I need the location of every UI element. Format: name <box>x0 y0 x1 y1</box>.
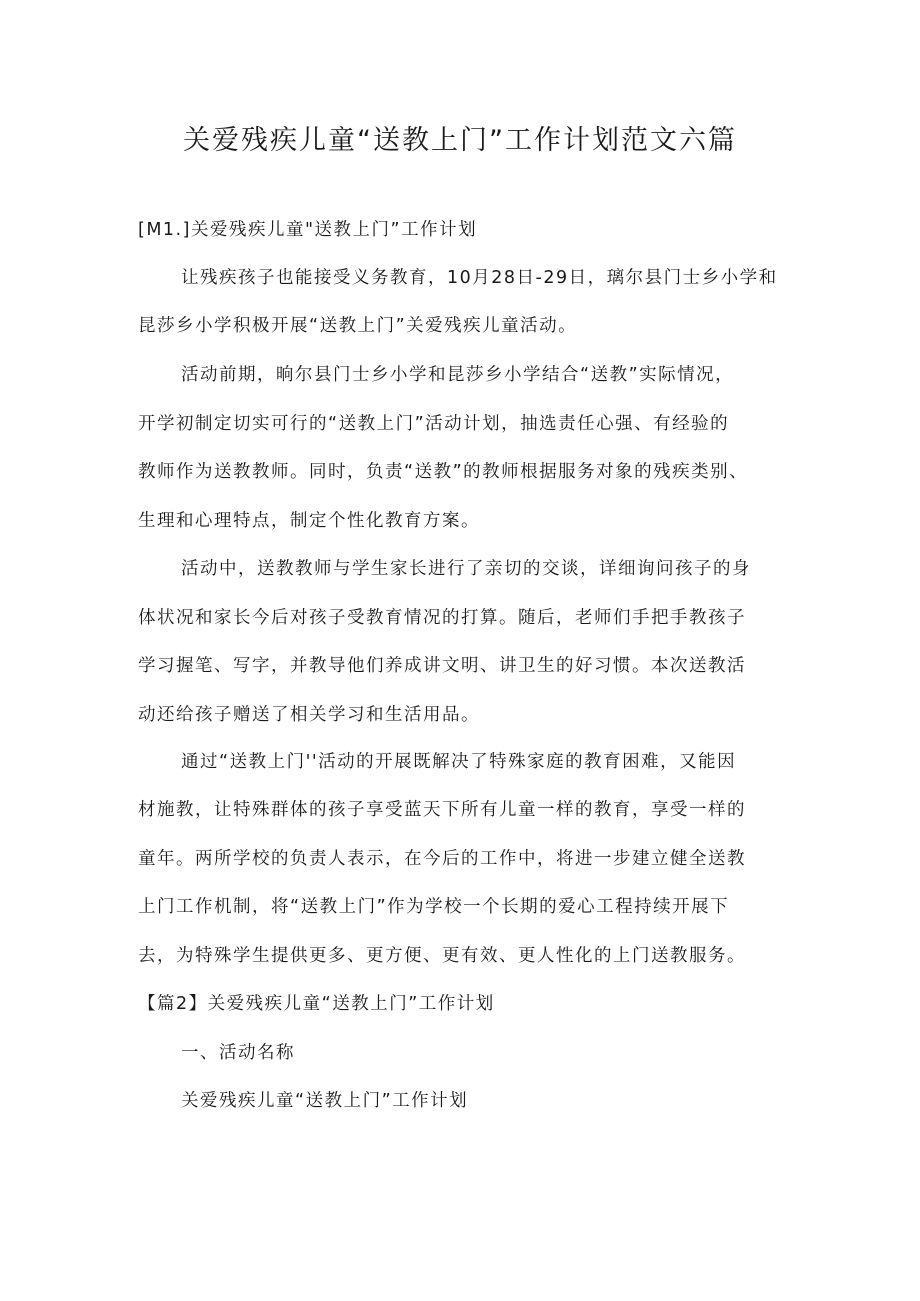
paragraph-line: 去，为特殊学生提供更多、更方便、更有效、更人性化的上门送教服务。 <box>138 946 746 966</box>
paragraph-line: 活动前期，晌尔县门士乡小学和昆莎乡小学结合“送教”实际情况， <box>181 365 735 385</box>
paragraph-line: 教师作为送教教师。同时，负责“送教”的教师根据服务对象的残疾类别、 <box>138 462 749 482</box>
paragraph-line: 动还给孩子赠送了相关学习和生活用品。 <box>138 705 480 725</box>
paragraph-line: 童年。两所学校的负责人表示，在今后的工作中，将进一步建立健全送教 <box>138 849 746 869</box>
paragraph-line: 昆莎乡小学积极开展“送教上门”关爱残疾儿童活动。 <box>138 316 578 336</box>
section1-heading: [M1.]关爱残疾儿童"送教上门”工作计划 <box>138 220 478 240</box>
paragraph-line: 材施教，让特殊群体的孩子享受蓝天下所有儿童一样的教育，享受一样的 <box>138 800 746 820</box>
paragraph-line: 体状况和家长今后对孩子受教育情况的打算。随后，老师们手把手教孩子 <box>138 608 746 628</box>
section2-heading: 【篇2】关爱残疾儿童“送教上门”工作计划 <box>138 994 495 1014</box>
paragraph-line: 通过“送教上门''活动的开展既解决了特殊家庭的教育困难，又能因 <box>181 752 737 772</box>
paragraph-line: 开学初制定切实可行的“送教上门”活动计划，抽选责任心强、有经验的 <box>138 414 730 434</box>
document-title: 关爱残疾儿童“送教上门”工作计划范文六篇 <box>183 125 737 156</box>
paragraph-line: 关爱残疾儿童“送教上门”工作计划 <box>181 1091 469 1111</box>
paragraph-line: 学习握笔、写字，并教导他们养成讲文明、讲卫生的好习惯。本次送教活 <box>138 656 746 676</box>
paragraph-line: 让残疾孩子也能接受义务教育，10月28日-29日，璃尔县门士乡小学和 <box>181 268 778 288</box>
paragraph-line: 上门工作机制，将“送教上门”作为学校一个长期的爱心工程持续开展下 <box>138 897 730 917</box>
paragraph-line: 活动中，送教教师与学生家长进行了亲切的交谈，详细询问孩子的身 <box>181 559 751 579</box>
paragraph-line: 生理和心理特点，制定个性化教育方案。 <box>138 511 480 531</box>
subheading: 一、活动名称 <box>181 1043 295 1063</box>
